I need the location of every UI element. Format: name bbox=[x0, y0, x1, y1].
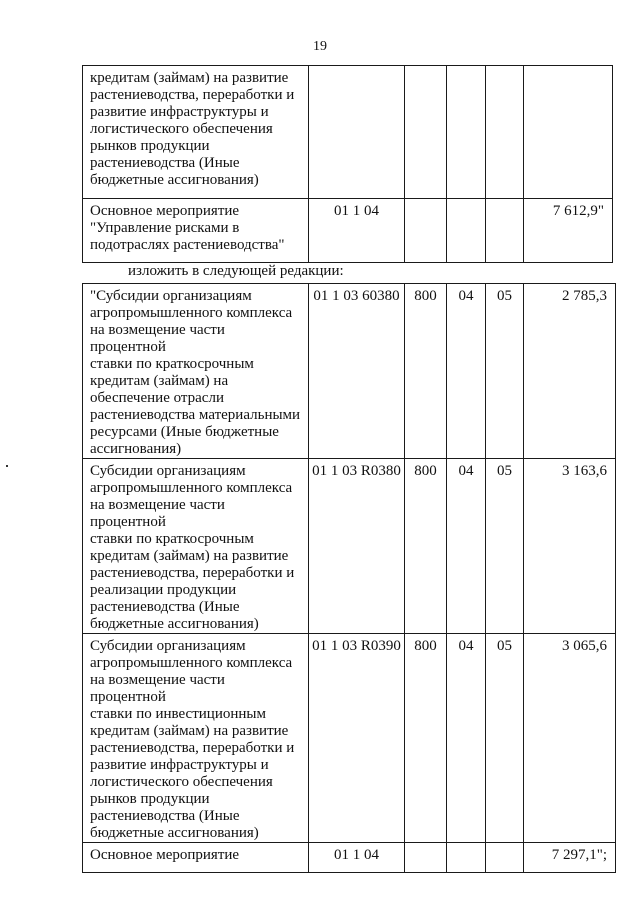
row-section: 04 bbox=[447, 634, 486, 843]
page-number: 19 bbox=[313, 39, 327, 54]
row-expense-type: 800 bbox=[405, 284, 447, 459]
row-amount: 3 065,6 bbox=[524, 634, 616, 843]
row-expense-type: 800 bbox=[405, 634, 447, 843]
budget-table-before bbox=[82, 65, 613, 263]
row-section bbox=[447, 66, 486, 199]
table-row bbox=[83, 199, 613, 263]
budget-table-after bbox=[82, 283, 616, 873]
row-expense-type bbox=[405, 843, 447, 873]
table-row bbox=[83, 634, 616, 843]
row-expense-type: 800 bbox=[405, 459, 447, 634]
row-target-code: 01 1 03 R0380 bbox=[309, 459, 405, 634]
table-row bbox=[83, 284, 616, 459]
table-row bbox=[83, 843, 616, 873]
scan-dot bbox=[6, 465, 8, 467]
row-amount: 7 297,1"; bbox=[524, 843, 616, 873]
row-description: Субсидии организациям агропромышленного комплекса на возмещение части процентной ставки по инвестиционным кредитам (займам) на развитие растениеводства, переработки и развитие инфраструктуры и логистического обеспечения рынков продукции растениеводства (Иные бюджетные ассигнования) bbox=[83, 634, 309, 843]
row-subsection: 05 bbox=[486, 459, 524, 634]
row-amount: 2 785,3 bbox=[524, 284, 616, 459]
row-description: "Субсидии организациям агропромышленного комплекса на возмещение части процентной ставки по краткосрочным кредитам (займам) на обеспечение отрасли растениеводства материальными ресурсами (Иные бюджетные ассигнования) bbox=[83, 284, 309, 459]
table-row bbox=[83, 459, 616, 634]
row-expense-type bbox=[405, 66, 447, 199]
row-description: Субсидии организациям агропромышленного комплекса на возмещение части процентной ставки по краткосрочным кредитам (займам) на развитие растениеводства, переработки и реализации продукции растениеводства (Иные бюджетные ассигнования) bbox=[83, 459, 309, 634]
row-section bbox=[447, 199, 486, 263]
row-target-code: 01 1 03 60380 bbox=[309, 284, 405, 459]
table-row bbox=[83, 66, 613, 199]
row-section bbox=[447, 843, 486, 873]
row-target-code: 01 1 04 bbox=[309, 843, 405, 873]
row-amount: 3 163,6 bbox=[524, 459, 616, 634]
row-target-code bbox=[309, 66, 405, 199]
row-subsection bbox=[486, 843, 524, 873]
row-description: кредитам (займам) на развитие растениеводства, переработки и развитие инфраструктуры и логистического обеспечения рынков продукции растениеводства (Иные бюджетные ассигнования) bbox=[83, 66, 309, 199]
row-subsection: 05 bbox=[486, 634, 524, 843]
row-target-code: 01 1 04 bbox=[309, 199, 405, 263]
edit-instruction: изложить в следующей редакции: bbox=[128, 263, 344, 279]
row-subsection bbox=[486, 199, 524, 263]
row-description: Основное мероприятие bbox=[83, 843, 309, 873]
row-amount: 7 612,9" bbox=[524, 199, 613, 263]
row-target-code: 01 1 03 R0390 bbox=[309, 634, 405, 843]
row-amount bbox=[524, 66, 613, 199]
row-description: Основное мероприятие "Управление рисками в подотраслях растениеводства" bbox=[83, 199, 309, 263]
row-section: 04 bbox=[447, 284, 486, 459]
row-expense-type bbox=[405, 199, 447, 263]
row-section: 04 bbox=[447, 459, 486, 634]
row-subsection bbox=[486, 66, 524, 199]
row-subsection: 05 bbox=[486, 284, 524, 459]
